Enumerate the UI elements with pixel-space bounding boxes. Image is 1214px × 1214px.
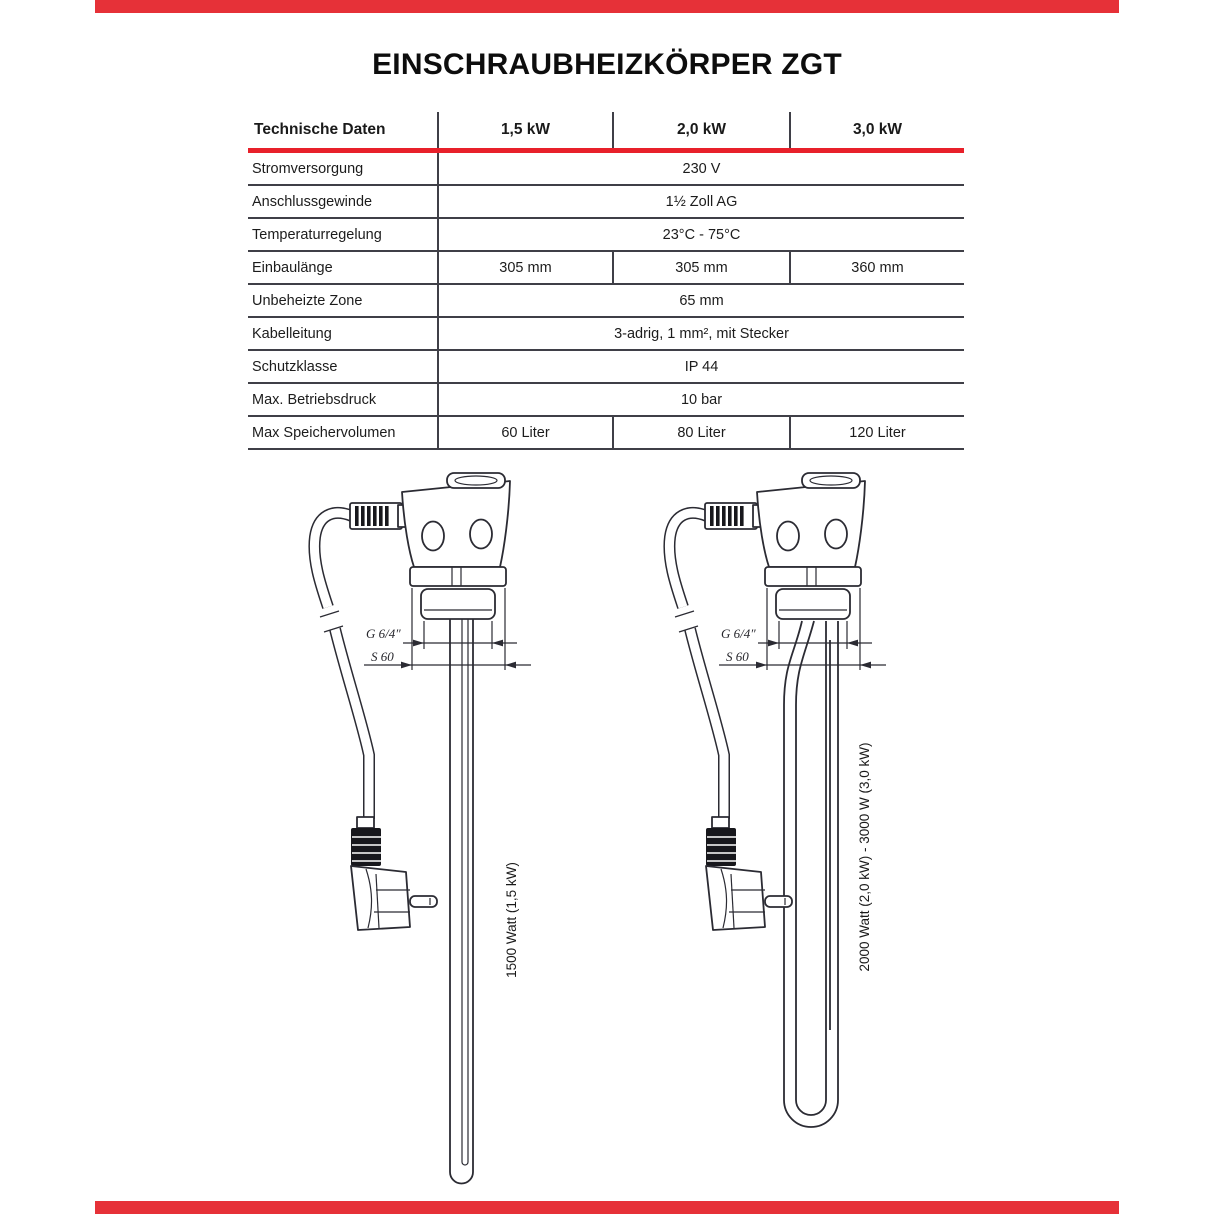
header-col-3: 3,0 kW — [790, 112, 964, 151]
value-cell: 65 mm — [438, 284, 964, 317]
heater-figure-right — [669, 473, 886, 1127]
row-label: Max. Betriebsdruck — [248, 383, 438, 416]
value-cell: 3-adrig, 1 mm², mit Stecker — [438, 317, 964, 350]
value-cell: 360 mm — [790, 251, 964, 284]
value-cell: 1½ Zoll AG — [438, 185, 964, 218]
row-label: Schutzklasse — [248, 350, 438, 383]
row-label: Einbaulänge — [248, 251, 438, 284]
power-label-left: 1500 Watt (1,5 kW) — [504, 862, 519, 978]
row-label: Stromversorgung — [248, 151, 438, 186]
row-label: Temperaturregelung — [248, 218, 438, 251]
heater-figure-left — [314, 473, 531, 1184]
value-cell: 305 mm — [613, 251, 790, 284]
row-label: Anschlussgewinde — [248, 185, 438, 218]
page-title: EINSCHRAUBHEIZKÖRPER ZGT — [372, 48, 842, 81]
row-label: Kabelleitung — [248, 317, 438, 350]
value-cell: 120 Liter — [790, 416, 964, 449]
value-cell: 10 bar — [438, 383, 964, 416]
value-cell: 23°C - 75°C — [438, 218, 964, 251]
header-label: Technische Daten — [248, 112, 438, 151]
value-cell: IP 44 — [438, 350, 964, 383]
value-cell: 230 V — [438, 151, 964, 186]
header-col-2: 2,0 kW — [613, 112, 790, 151]
row-label: Unbeheizte Zone — [248, 284, 438, 317]
power-label-right: 2000 Watt (2,0 kW) - 3000 W (3,0 kW) — [857, 742, 872, 972]
value-cell: 305 mm — [438, 251, 613, 284]
row-label: Max Speichervolumen — [248, 416, 438, 449]
value-cell: 80 Liter — [613, 416, 790, 449]
value-cell: 60 Liter — [438, 416, 613, 449]
header-col-1: 1,5 kW — [438, 112, 613, 151]
